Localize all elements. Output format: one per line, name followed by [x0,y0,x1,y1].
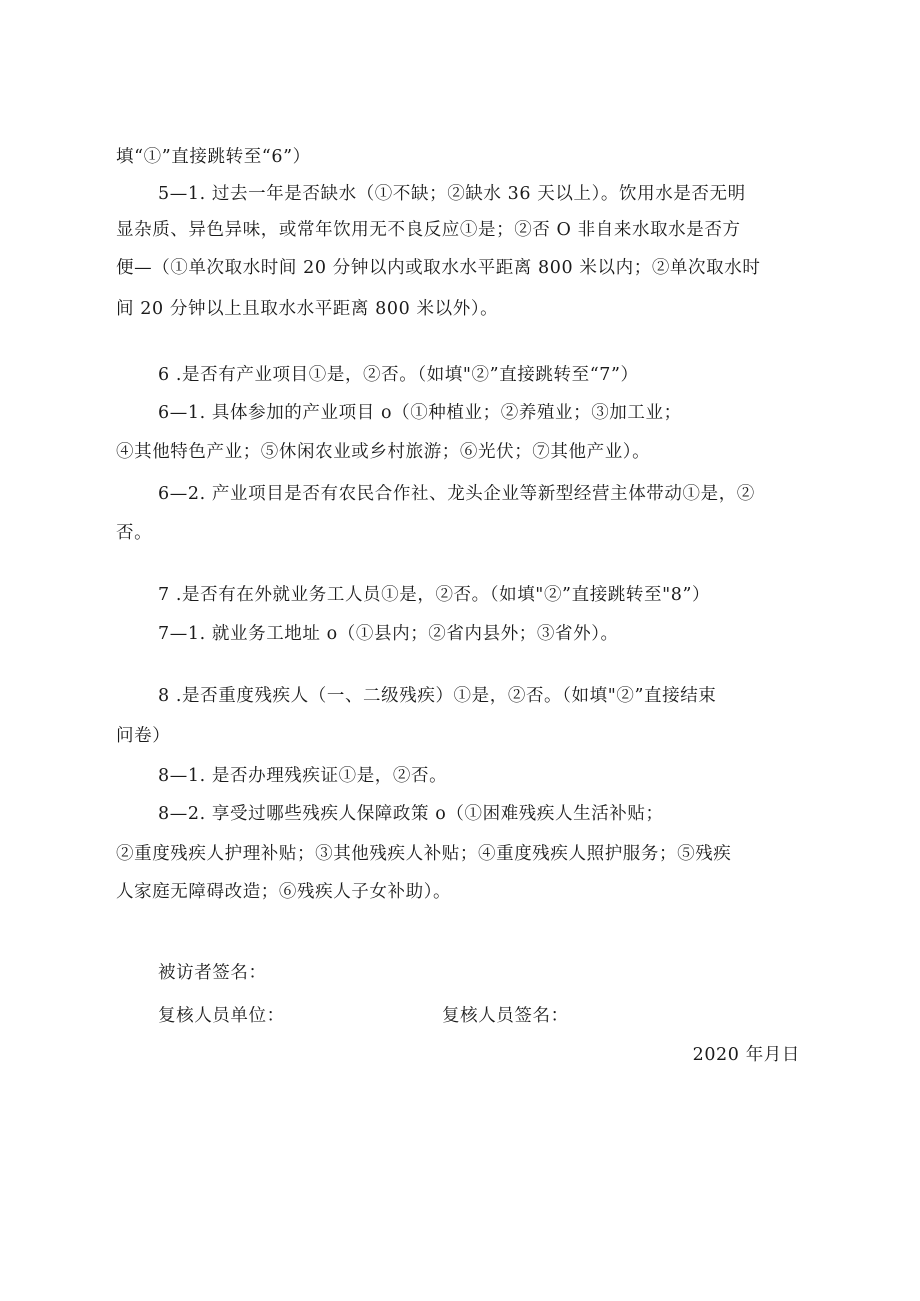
interviewee-signature-label: 被访者签名： [158,963,267,983]
text-line: 否。 [116,523,153,543]
text-line: 问卷） [116,726,171,746]
question-7-1: 7—1. 就业务工地址 o（①县内；②省内县外；③省外）。 [158,624,619,644]
date-line: 2020 年月日 [692,1045,800,1065]
text-line: 显杂质、异色异味，或常年饮用无不良反应①是；②否 O 非自来水取水是否方 [116,220,741,240]
question-8-1: 8—1. 是否办理残疾证①是，②否。 [158,766,448,786]
question-7: 7 .是否有在外就业务工人员①是，②否。（如填"②”直接跳转至"8”） [158,585,711,605]
reviewer-signature-label: 复核人员签名： [442,1006,569,1026]
text-line: ②重度残疾人护理补贴；③其他残疾人补贴；④重度残疾人照护服务；⑤残疾 [116,844,732,864]
question-5-1: 5—1. 过去一年是否缺水（①不缺；②缺水 36 天以上）。饮用水是否无明 [158,184,746,204]
question-6-2: 6—2. 产业项目是否有农民合作社、龙头企业等新型经营主体带动①是，② [158,484,755,504]
reviewer-unit-label: 复核人员单位： [158,1006,285,1026]
question-6-1: 6—1. 具体参加的产业项目 o（①种植业；②养殖业；③加工业； [158,403,682,423]
question-8-2: 8—2. 享受过哪些残疾人保障政策 o（①困难残疾人生活补贴； [158,804,664,824]
question-8: 8 .是否重度残疾人（一、二级残疾）①是，②否。（如填"②”直接结束 [158,686,717,706]
text-line: 填“①”直接跳转至“6”） [116,147,311,167]
text-line: ④其他特色产业；⑤休闲农业或乡村旅游；⑥光伏；⑦其他产业）。 [116,442,651,462]
text-line: 人家庭无障碍改造；⑥残疾人子女补助）。 [116,882,452,902]
text-line: 便—（①单次取水时间 20 分钟以内或取水水平距离 800 米以内；②单次取水时 [116,258,761,278]
question-6: 6 .是否有产业项目①是，②否。（如填"②”直接跳转至“7”） [158,365,639,385]
text-line: 间 20 分钟以上且取水水平距离 800 米以外）。 [116,299,499,319]
